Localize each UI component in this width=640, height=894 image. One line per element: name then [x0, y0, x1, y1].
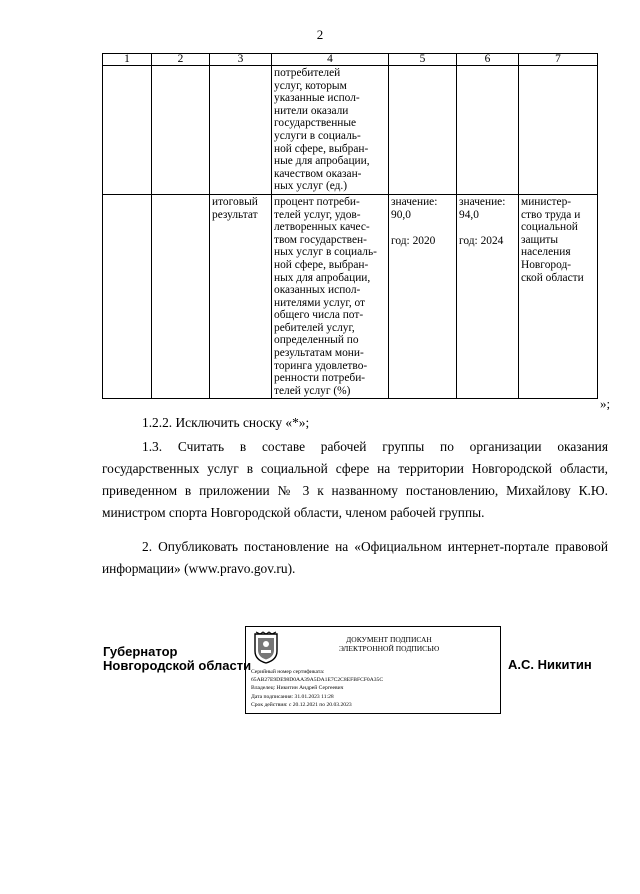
paragraph-1-3: 1.3. Считать в составе рабочей группы по организации оказания государственных услуг в социальной сфере на территории Новгородской области, приведенном в приложении № 3 к названному постановлению, Михайлову К.Ю. министром спорта Новгородской области, членом рабочей группы.	[102, 439, 608, 520]
indicator-description-cell	[272, 194, 389, 399]
text-line: процент потреби-	[274, 195, 360, 208]
table-cell	[389, 66, 457, 195]
text-line: указанные испол-	[274, 92, 360, 105]
table-header-row	[103, 54, 598, 66]
text-line: твом государствен-	[274, 233, 367, 246]
table-cell	[103, 66, 152, 195]
table-cell	[152, 66, 210, 195]
electronic-signature-stamp	[245, 626, 501, 714]
sign-date: Дата подписания: 31.01.2023 11:28	[251, 693, 334, 700]
header-cell: 5	[389, 54, 457, 66]
stamp-title	[282, 635, 496, 653]
table-closing-quote: »;	[600, 396, 611, 411]
text-line: ных для апробации,	[274, 271, 371, 284]
text-line: общего числа пот-	[274, 309, 364, 322]
cert-owner: Владелец: Никитин Андрей Сергеевич	[251, 685, 344, 692]
header-cell: 6	[457, 54, 519, 66]
text-line: торинга удовлетво-	[274, 359, 368, 372]
table-cell	[210, 66, 272, 195]
text-line: нители оказали	[274, 104, 349, 117]
text-line: ной сфере, выбран-	[274, 258, 369, 271]
text-line: качеством оказан-	[274, 167, 362, 180]
indicator-description-cell	[272, 66, 389, 195]
cert-number: 65AB27E9DE98D0AA39A5DA1E7C2C8EFBFCF0A35C	[251, 677, 384, 684]
signatory-position	[103, 645, 251, 673]
indicator-table	[102, 53, 598, 399]
base-value-cell	[389, 194, 457, 399]
text-line: услуги в социаль-	[274, 129, 361, 142]
header-cell: 7	[519, 54, 598, 66]
text-line: Новгород-	[521, 258, 572, 271]
text-line: определенный по	[274, 334, 359, 347]
paragraph-1-2-2: 1.2.2. Исключить сноску «*»;	[142, 415, 310, 430]
text-line: государственные	[274, 117, 357, 130]
table-cell	[519, 66, 598, 195]
target-value-cell	[457, 194, 519, 399]
text-line: населения	[521, 246, 571, 259]
text-line: результатам мони-	[274, 347, 364, 360]
table-row	[103, 194, 598, 399]
header-cell: 2	[152, 54, 210, 66]
paragraph-2: 2. Опубликовать постановление на «Официальном интернет-портале правовой информации» (www.pravo.gov.ru).	[102, 539, 608, 576]
text-line: оказанных испол-	[274, 284, 361, 297]
page-number: 2	[316, 27, 324, 42]
position-line: Губернатор	[103, 644, 178, 659]
target-year: год: 2024	[459, 235, 504, 248]
header-cell: 4	[272, 54, 389, 66]
text-line: министер-	[521, 195, 572, 208]
table-cell	[152, 194, 210, 399]
text-line: услуг, которым	[274, 79, 347, 92]
base-year: год: 2020	[391, 235, 436, 248]
stamp-details	[251, 668, 383, 709]
table-row	[103, 66, 598, 195]
table-cell	[457, 66, 519, 195]
cert-label: Серийный номер сертификата:	[251, 669, 325, 675]
text-line: ных услуг (ед.)	[274, 180, 348, 193]
position-line: Новгородской области	[103, 658, 252, 673]
base-value: значение: 90,0	[391, 195, 438, 221]
text-line: защиты	[521, 233, 559, 246]
header-cell: 1	[103, 54, 152, 66]
target-value: значение: 94,0	[459, 195, 506, 221]
text-line: телей услуг (%)	[274, 384, 351, 397]
text-line: ство труда и	[521, 208, 581, 221]
text-line: ребителей услуг,	[274, 321, 355, 334]
text-line: телей услуг, удов-	[274, 208, 361, 221]
text-line: нителями услуг, от	[274, 296, 366, 309]
text-line: ренности потреби-	[274, 372, 366, 385]
table-cell	[103, 194, 152, 399]
stamp-title-line: ДОКУМЕНТ ПОДПИСАН	[346, 635, 432, 644]
coat-of-arms-icon	[252, 631, 280, 665]
stamp-title-line: ЭЛЕКТРОННОЙ ПОДПИСЬЮ	[338, 644, 440, 653]
text-line: ной сфере, выбран-	[274, 142, 369, 155]
responsible-cell	[519, 194, 598, 399]
cert-validity: Срок действия: с 20.12.2021 по 20.03.2023	[251, 701, 352, 708]
header-cell: 3	[210, 54, 272, 66]
text-line: ные для апробации,	[274, 155, 370, 168]
text-line: летворенных качес-	[274, 221, 370, 234]
text-line: потребителей	[274, 67, 341, 79]
result-type-cell: итоговый результат	[210, 194, 272, 399]
text-line: социальной	[521, 221, 578, 234]
signatory-name: А.С. Никитин	[508, 657, 592, 672]
text-line: ных услуг в социаль-	[274, 246, 377, 259]
text-line: ской области	[521, 271, 584, 284]
